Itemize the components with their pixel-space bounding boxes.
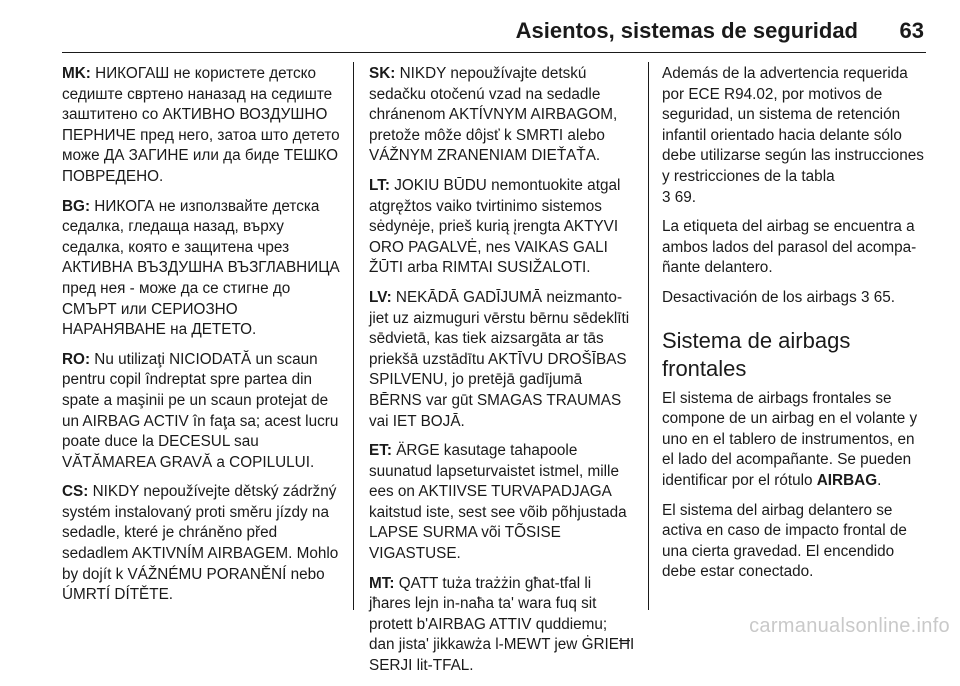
warning-text: NEKĀDĀ GADĪJUMĀ neizmantojiet uz aizmuguri vērstu bērnu sēdeklīti sēdvietā, kas tiek aizsargāta ar tās priekšā uzstādītu AKTĪVU DROŠĪBAS SPILVENU, jo pretējā gadījumā BĒRNS var gūt SMAGAS TRAUMAS vai IET BOJĀ. bbox=[369, 288, 630, 430]
language-code: MK: bbox=[62, 65, 91, 82]
body-paragraph: La etiqueta del airbag se encuentra a ambos lados del parasol del acompañante delantero. bbox=[662, 218, 917, 277]
page-reference: 3 69. bbox=[662, 188, 697, 206]
warning-text: NIKDY nepoužívajte detskú sedačku otočenú vzad na sedadle chránenom AKTÍVNYM AIRBAGOM, pretože môže dôjsť k SMRTI alebo VÁŽNYM ZRANENIAM DIEŤAŤA. bbox=[369, 65, 618, 165]
language-code: RO: bbox=[62, 350, 91, 368]
warning-text: NIKDY nepoužívejte dětský zádržný systém instalovaný proti směru jízdy na sedadle, které je chráněno před sedadlem AKTIVNÍM AIRBAGEM. Mohlo by dojít k VÁŽNÉMU PORANĚNÍ nebo ÚMRTÍ DÍTĚTE. bbox=[62, 483, 339, 604]
page-number: 63 bbox=[899, 18, 924, 43]
body-paragraph: Además de la advertencia requerida por ECE R94.02, por motivos de seguridad, un sistema de retención infantil orientado hacia delante sólo debe utilizarse según las instrucciones y restricciones de la tabla 3 69. bbox=[662, 65, 924, 206]
airbag-label-text: AIRBAG bbox=[816, 471, 878, 489]
body-paragraph: Desactivación de los airbags 3 65. bbox=[662, 288, 895, 306]
warning-paragraph bbox=[62, 64, 342, 188]
body-paragraph: El sistema del airbag delantero se activa en caso de impacto frontal de una cierta gravedad. El encendido debe estar conectado. bbox=[662, 501, 907, 581]
section-heading: Sistema de airbags frontales bbox=[662, 327, 851, 381]
watermark: carmanualsonline.info bbox=[749, 615, 950, 637]
column-1 bbox=[62, 64, 342, 615]
column-2 bbox=[369, 64, 635, 686]
warning-text: QATT tuża trażżin għat-tfal li jħares lejn in-naħa ta' wara fuq sit protett b'AIRBAG ATTIV quddiemu; dan jista' jikkawża l-MEWT jew ĠRIEĦI SERJI lit-TFAL. bbox=[369, 574, 635, 675]
warning-text: ÄRGE kasutage tahapoole suunatud lapseturvaistet istmel, mille ees on AKTIIVSE TURVAPADJAGA kaitstud iste, sest see võib põhjustada LAPSE SURMA või TÕSISE VIGASTUSE. bbox=[369, 442, 627, 563]
page-header bbox=[62, 16, 926, 54]
warning-text: НИКОГАШ не користете детско седиште свртено наназад на седиште заштитено со АКТИВНО ВОЗДУШНО ПЕРНИЧЕ пред него, затоа што детето може ДА ЗАГИНЕ или да биде ТЕШКО ПОВРЕДЕНО. bbox=[62, 65, 340, 185]
warning-text: Nu utilizaţi NICIODATĂ un scaun pentru copil îndreptat spre partea din spate a maşinii pe un scaun protejat de un AIRBAG ACTIV în faţa sa; acest lucru poate duce la DECESUL sau VĂTĂMAREA GRAVĂ a COPILULUI. bbox=[62, 350, 339, 471]
warning-paragraph bbox=[369, 176, 635, 279]
warning-paragraph bbox=[62, 197, 342, 341]
warning-paragraph bbox=[62, 350, 342, 474]
warning-paragraph bbox=[369, 574, 635, 677]
warning-paragraph bbox=[62, 482, 342, 606]
warning-paragraph bbox=[369, 441, 635, 565]
warning-text: JOKIU BŪDU nemontuokite atgal atgręžtos vaiko tvirtinimo sistemos sėdynėje, prieš kurią įrengta AKTYVI ORO PAGALVĖ, nes VAIKAS GALI ŽŪTI arba RIMTAI SUSIŽALOTI. bbox=[369, 176, 621, 277]
language-code: LT: bbox=[369, 176, 390, 194]
language-code: BG: bbox=[62, 197, 91, 215]
column-3 bbox=[662, 64, 930, 592]
language-code: CS: bbox=[62, 483, 89, 501]
warning-paragraph bbox=[369, 288, 635, 432]
language-code: SK: bbox=[369, 65, 396, 82]
column-divider-2 bbox=[648, 62, 649, 610]
header-rule bbox=[62, 52, 926, 53]
body-paragraph: El sistema de airbags frontales se compone de un airbag en el volante y uno en el tablero de instrumentos, en el lado del acompañante. Se pueden identificar por el rótulo AIRBAG. bbox=[662, 389, 918, 489]
column-divider-1 bbox=[353, 62, 354, 610]
warning-paragraph bbox=[369, 64, 635, 167]
warning-text: НИКОГА не използвайте детска седалка, гледаща назад, върху седалка, която е защитена чрез АКТИВНА ВЪЗДУШНА ВЪЗГЛАВНИЦА пред нея - може да се стигне до СМЪРТ или СЕРИОЗНО НАРАНЯВАНЕ на ДЕТЕТО. bbox=[62, 197, 340, 339]
language-code: LV: bbox=[369, 288, 392, 306]
language-code: ET: bbox=[369, 442, 392, 460]
language-code: MT: bbox=[369, 574, 395, 592]
page-reference: 3 65. bbox=[860, 288, 895, 306]
page-title: Asientos, sistemas de seguridad bbox=[515, 18, 858, 43]
